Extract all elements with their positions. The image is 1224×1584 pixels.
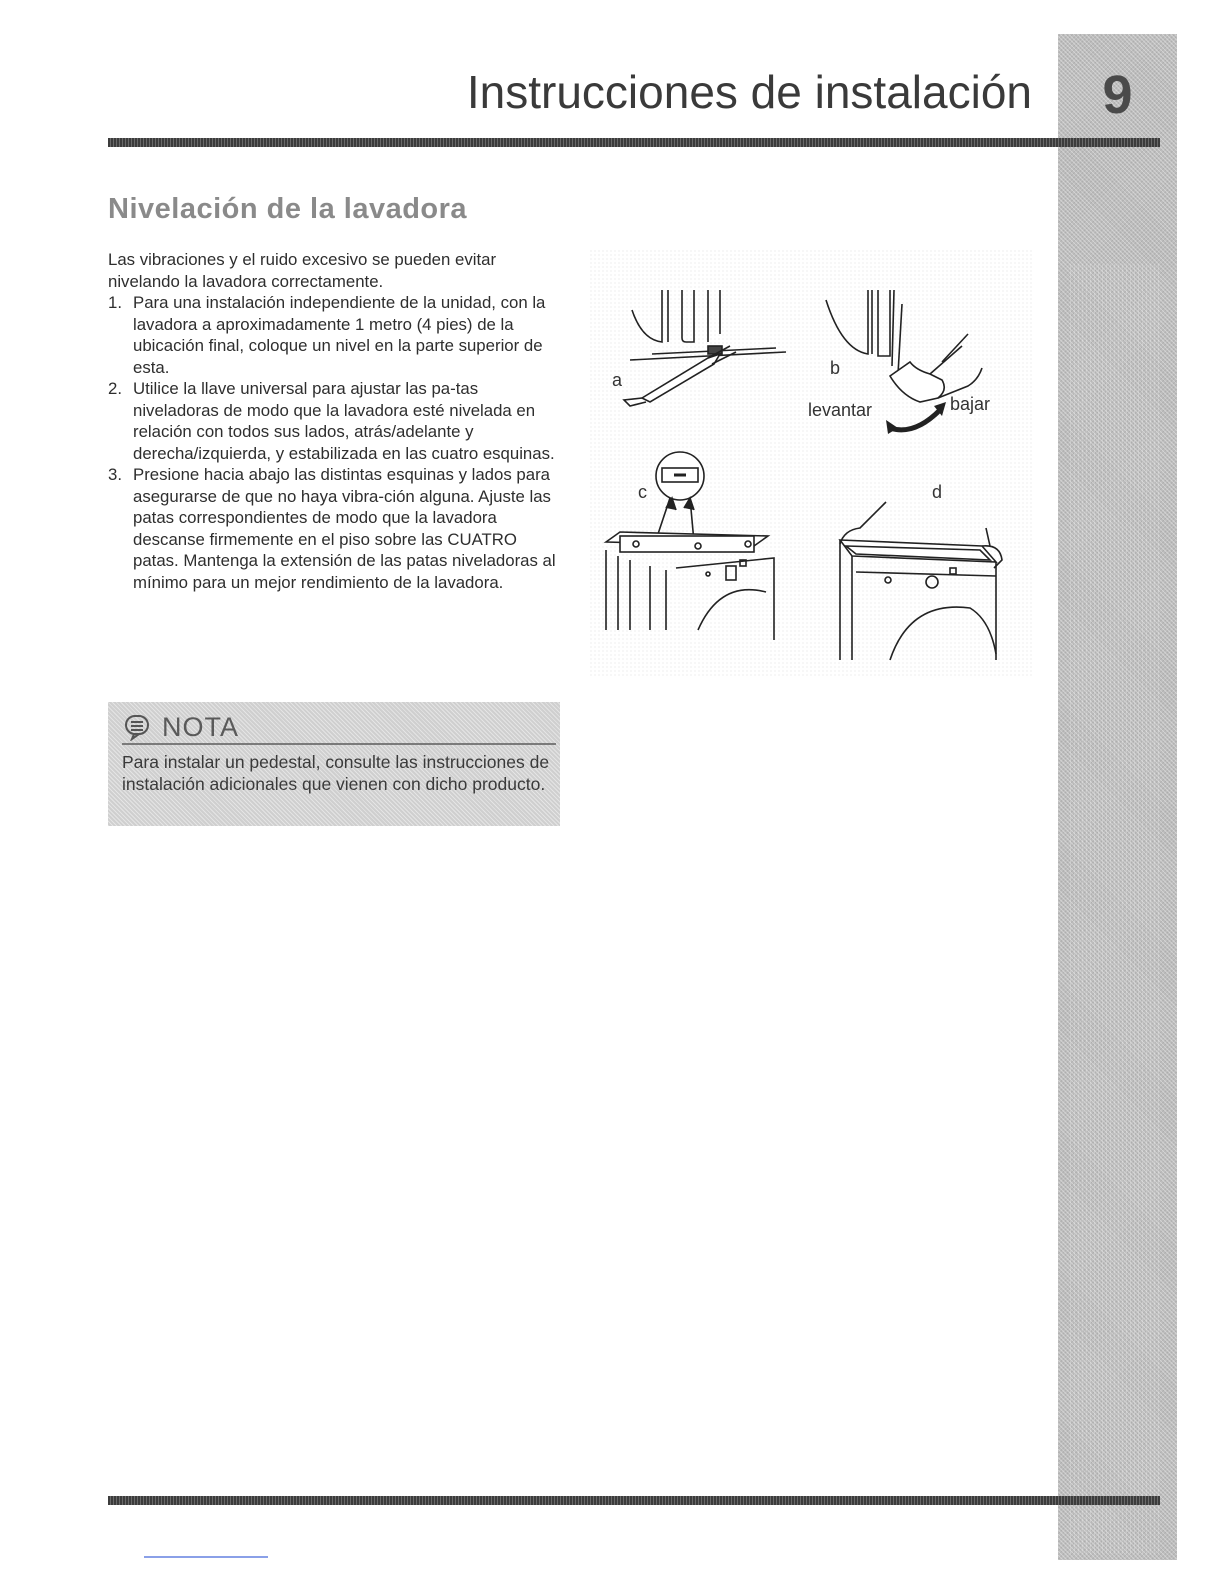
page-title: Instrucciones de instalación xyxy=(466,66,1032,118)
steps-list xyxy=(108,292,566,593)
note-text: Para instalar un pedestal, consulte las instrucciones de instalación adicionales que vienen con dicho producto. xyxy=(122,752,550,794)
figure-background xyxy=(590,250,1032,678)
footer-rule xyxy=(108,1496,1160,1505)
page-number: 9 xyxy=(1102,65,1133,125)
step-number: 2. xyxy=(108,379,122,398)
leveling-figure xyxy=(590,250,1032,678)
note-box xyxy=(108,702,560,826)
step-number: 1. xyxy=(108,293,122,312)
step-text: Para una instalación independiente de la unidad, con la lavadora a aproximadamente 1 metro (4 pies) de la ubicación final, coloque un nivel en la parte superior de esta. xyxy=(133,293,546,377)
note-heading: NOTA xyxy=(162,711,239,742)
section-title: Nivelación de la lavadora xyxy=(108,193,468,225)
note-icon xyxy=(122,713,152,741)
side-tab-texture xyxy=(1070,264,1160,1554)
note-header xyxy=(122,710,239,744)
label-a: a xyxy=(612,370,623,390)
header-rule xyxy=(108,138,1160,147)
step-text: Presione hacia abajo las distintas esquinas y lados para asegurarse de que no haya vibra-ción alguna. Ajuste las patas correspondientes de modo que la lavadora descanse firmemente en el piso sobre las CUATRO patas. Mantenga la extensión de las patas niveladoras al mínimo para un mejor rendimiento de la lavadora. xyxy=(133,465,556,592)
label-b: b xyxy=(830,358,841,378)
note-rule xyxy=(122,743,556,745)
list-item xyxy=(108,378,566,464)
leveling-illustration xyxy=(590,250,1032,678)
step-text: Utilice la llave universal para ajustar las pa-tas niveladoras de modo que la lavadora esté nivelada en relación con todos sus lados, atrás/adelante y derecha/izquierda, y estabilizada en las cuatro esquinas. xyxy=(133,379,555,463)
footer-link-line xyxy=(144,1556,268,1558)
label-c: c xyxy=(638,482,647,502)
label-lower: bajar xyxy=(950,394,991,414)
list-item xyxy=(108,292,566,378)
intro-paragraph: Las vibraciones y el ruido excesivo se pueden evitar nivelando la lavadora correctamente. xyxy=(108,250,497,291)
side-tab xyxy=(1058,34,1177,1560)
list-item xyxy=(108,464,566,593)
label-d: d xyxy=(932,482,943,502)
label-raise: levantar xyxy=(808,400,873,420)
step-number: 3. xyxy=(108,465,122,484)
instructions-body xyxy=(108,249,566,593)
